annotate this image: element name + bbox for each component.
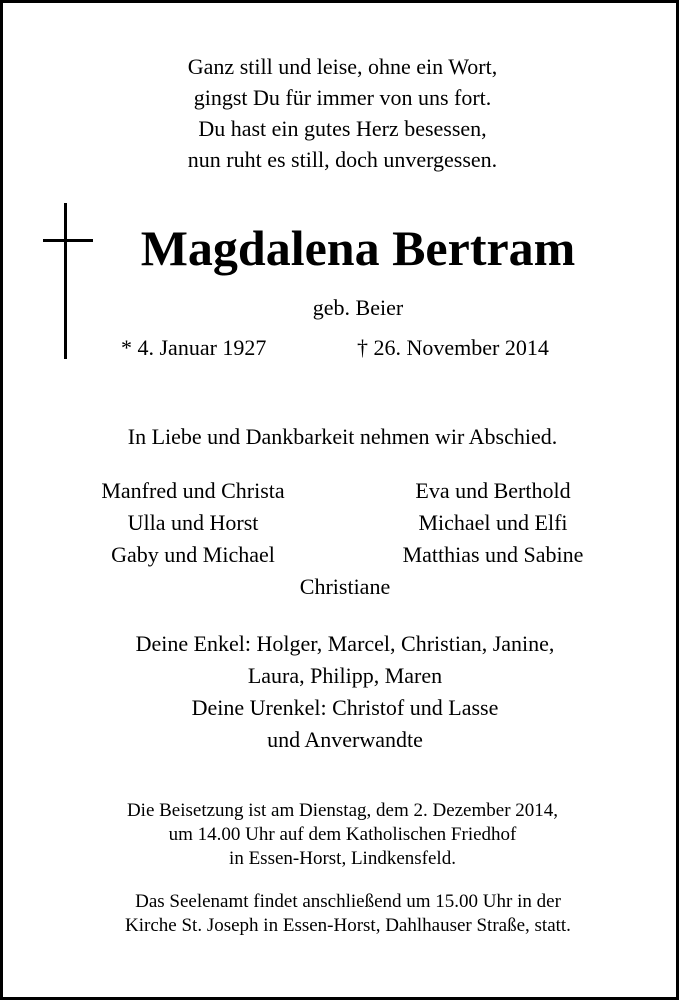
poem-line: nun ruht es still, doch unvergessen. bbox=[187, 147, 498, 172]
mass-line: Kirche St. Joseph in Essen-Horst, Dahlhauser Straße, statt. bbox=[125, 915, 571, 936]
poem-line: Du hast ein gutes Herz besessen, bbox=[198, 116, 487, 141]
farewell-text: In Liebe und Dankbarkeit nehmen wir Abschied. bbox=[127, 424, 558, 449]
poem-line: Ganz still und leise, ohne ein Wort, bbox=[187, 54, 498, 79]
mass-line: Das Seelenamt findet anschließend um 15.00 Uhr in der bbox=[135, 891, 561, 912]
family-member: Manfred und Christa bbox=[101, 478, 285, 503]
family-column-right bbox=[343, 475, 643, 571]
descendants-line: Deine Enkel: Holger, Marcel, Christian, Janine, bbox=[135, 631, 555, 656]
descendants-line: Deine Urenkel: Christof und Lasse bbox=[191, 695, 499, 720]
descendants-line: Laura, Philipp, Maren bbox=[247, 663, 443, 688]
descendants bbox=[3, 628, 679, 756]
birth-name: geb. Beier bbox=[312, 295, 404, 320]
descendants-line: und Anverwandte bbox=[267, 727, 423, 752]
burial-line: in Essen-Horst, Lindkensfeld. bbox=[229, 848, 456, 869]
burial-line: um 14.00 Uhr auf dem Katholischen Friedhof bbox=[168, 824, 517, 845]
family-member: Gaby und Michael bbox=[111, 542, 275, 567]
family-member-single: Christiane bbox=[299, 574, 391, 599]
burial-info bbox=[3, 799, 679, 871]
family-column-left bbox=[43, 475, 343, 571]
family-member: Matthias und Sabine bbox=[402, 542, 584, 567]
burial-line: Die Beisetzung ist am Dienstag, dem 2. Dezember 2014, bbox=[126, 800, 559, 821]
requiem-mass-info bbox=[3, 890, 679, 938]
birth-date: * 4. Januar 1927 bbox=[121, 335, 267, 360]
poem-line: gingst Du für immer von uns fort. bbox=[193, 85, 492, 110]
death-date: † 26. November 2014 bbox=[357, 335, 549, 360]
deceased-name: Magdalena Bertram bbox=[140, 220, 576, 276]
cross-icon bbox=[43, 203, 93, 359]
family-member: Ulla und Horst bbox=[127, 510, 259, 535]
family-member: Eva und Berthold bbox=[415, 478, 571, 503]
poem bbox=[3, 51, 679, 175]
family-member: Michael und Elfi bbox=[418, 510, 568, 535]
